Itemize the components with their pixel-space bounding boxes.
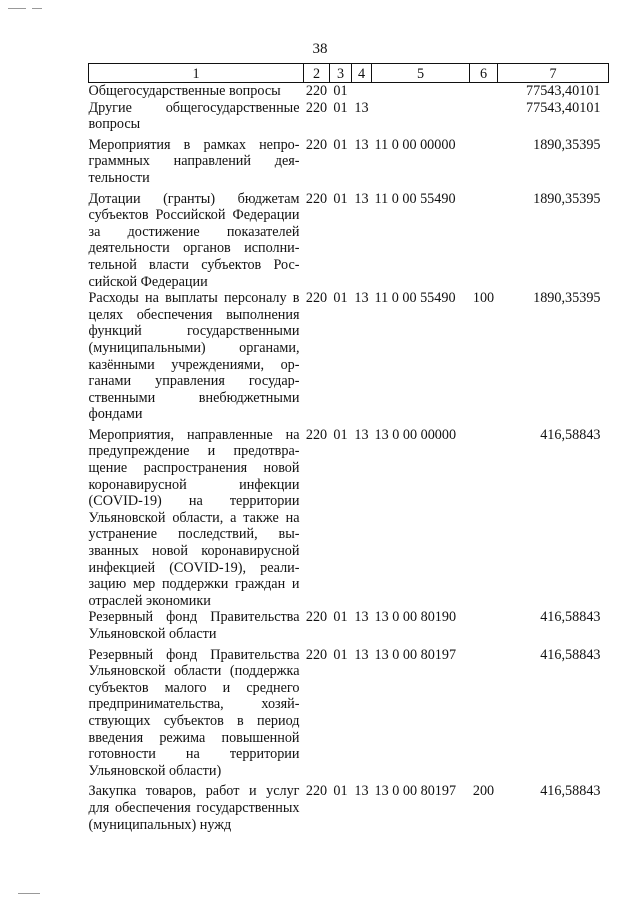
expense-type-code (470, 133, 498, 187)
item-name: Мероприятия, направленные на предупреждение и предотвращение распространения новой коронавирусной инфекции (COVID-19) на территории Ульяновской области, а также на устранение последствий, вызванных новой коронавирусной инфекцией (COVID-19), реализацию мер поддержки граждан и отраслей экономики (88, 426, 300, 609)
item-name: Закупка товаров, работ и услуг для обеспечения государственных (муниципальных) нужд (88, 783, 300, 833)
amount: 1890,35395 (533, 290, 601, 307)
section-code: 01 (333, 426, 348, 443)
chapter-code: 220 (305, 136, 328, 153)
amount: 77543,40101 (526, 99, 601, 116)
table-row (89, 779, 609, 833)
expense-type-code (470, 83, 498, 100)
header-cell: 4 (352, 64, 372, 83)
expense-type-code (470, 609, 498, 642)
expense-type-code (470, 187, 498, 291)
expense-type-code (470, 100, 498, 133)
table-header-row (89, 64, 609, 83)
target-article-code: 13 0 00 80197 (374, 783, 457, 800)
subsection-code: 13 (354, 136, 369, 153)
subsection-code: 13 (354, 190, 369, 207)
subsection-code: 13 (354, 646, 369, 663)
target-article-code: 13 0 00 00000 (374, 426, 457, 443)
amount: 416,58843 (540, 609, 601, 626)
section-code: 01 (333, 783, 348, 800)
table-row (89, 187, 609, 291)
chapter-code: 220 (305, 426, 328, 443)
expense-type-code: 100 (472, 290, 495, 307)
table-row (89, 100, 609, 133)
chapter-code: 220 (305, 99, 328, 116)
scan-mark-top-left-2 (32, 8, 42, 9)
item-name: Расходы на выплаты персоналу в целях обеспечения выполнения функций государственными (муниципальными) органами, казёнными учреждениями, органами управления государственными внебюджетными фондами (88, 290, 300, 423)
section-code: 01 (333, 136, 348, 153)
chapter-code: 220 (305, 83, 328, 99)
section-code: 01 (333, 290, 348, 307)
header-cell: 3 (330, 64, 352, 83)
table-row (89, 643, 609, 780)
header-cell: 6 (470, 64, 498, 83)
target-article-code: 11 0 00 55490 (374, 190, 456, 207)
header-cell: 2 (304, 64, 330, 83)
item-name: Резервный фонд Правительства Ульяновской области (88, 609, 300, 642)
target-article-code: 13 0 00 80190 (374, 609, 457, 626)
chapter-code: 220 (305, 290, 328, 307)
amount: 416,58843 (540, 783, 601, 800)
section-code: 01 (333, 190, 348, 207)
section-code: 01 (333, 83, 348, 99)
scan-mark-top-left (8, 8, 26, 9)
subsection-code: 13 (354, 426, 369, 443)
expense-type-code (470, 643, 498, 780)
table-row (89, 133, 609, 187)
amount: 1890,35395 (533, 190, 601, 207)
subsection-code: 13 (354, 290, 369, 307)
table-row (89, 290, 609, 423)
section-code: 01 (333, 99, 348, 116)
subsection-code: 13 (354, 783, 369, 800)
expense-type-code (470, 423, 498, 610)
scan-mark-bottom-left (18, 893, 40, 894)
amount: 1890,35395 (533, 136, 601, 153)
item-name: Общегосударственные вопросы (88, 83, 281, 99)
chapter-code: 220 (305, 609, 328, 626)
target-article-code: 11 0 00 00000 (374, 136, 456, 153)
header-cell: 7 (498, 64, 609, 83)
item-name: Дотации (гранты) бюджетам субъектов Российской Федерации за достижение показателей деятельности органов исполнительной власти субъектов Российской Федерации (88, 190, 300, 290)
budget-table (88, 63, 609, 833)
expense-type-code: 200 (472, 783, 495, 800)
amount: 77543,40101 (526, 83, 601, 99)
item-name: Другие общегосударственные вопросы (88, 99, 300, 133)
target-article-code (372, 83, 470, 100)
target-article-code: 11 0 00 55490 (374, 290, 456, 307)
amount: 416,58843 (540, 646, 601, 663)
table-row (89, 609, 609, 642)
section-code: 01 (333, 609, 348, 626)
page-number: 38 (312, 41, 328, 57)
target-article-code (372, 100, 470, 133)
target-article-code: 13 0 00 80197 (374, 646, 457, 663)
amount: 416,58843 (540, 426, 601, 443)
item-name: Резервный фонд Правительства Ульяновской области (поддержка субъектов малого и среднего предпринимательства, хозяйствующих субъектов в период введения режима повышенной готовности на территории Ульяновской области) (88, 646, 300, 779)
section-code: 01 (333, 646, 348, 663)
item-name: Мероприятия в рамках непрограммных направлений деятельности (88, 136, 300, 186)
chapter-code: 220 (305, 190, 328, 207)
chapter-code: 220 (305, 783, 328, 800)
subsection-code: 13 (354, 99, 369, 116)
chapter-code: 220 (305, 646, 328, 663)
subsection-code (352, 83, 372, 100)
subsection-code: 13 (354, 609, 369, 626)
header-cell: 1 (89, 64, 304, 83)
table-row (89, 423, 609, 610)
table-row (89, 83, 609, 100)
header-cell: 5 (372, 64, 470, 83)
